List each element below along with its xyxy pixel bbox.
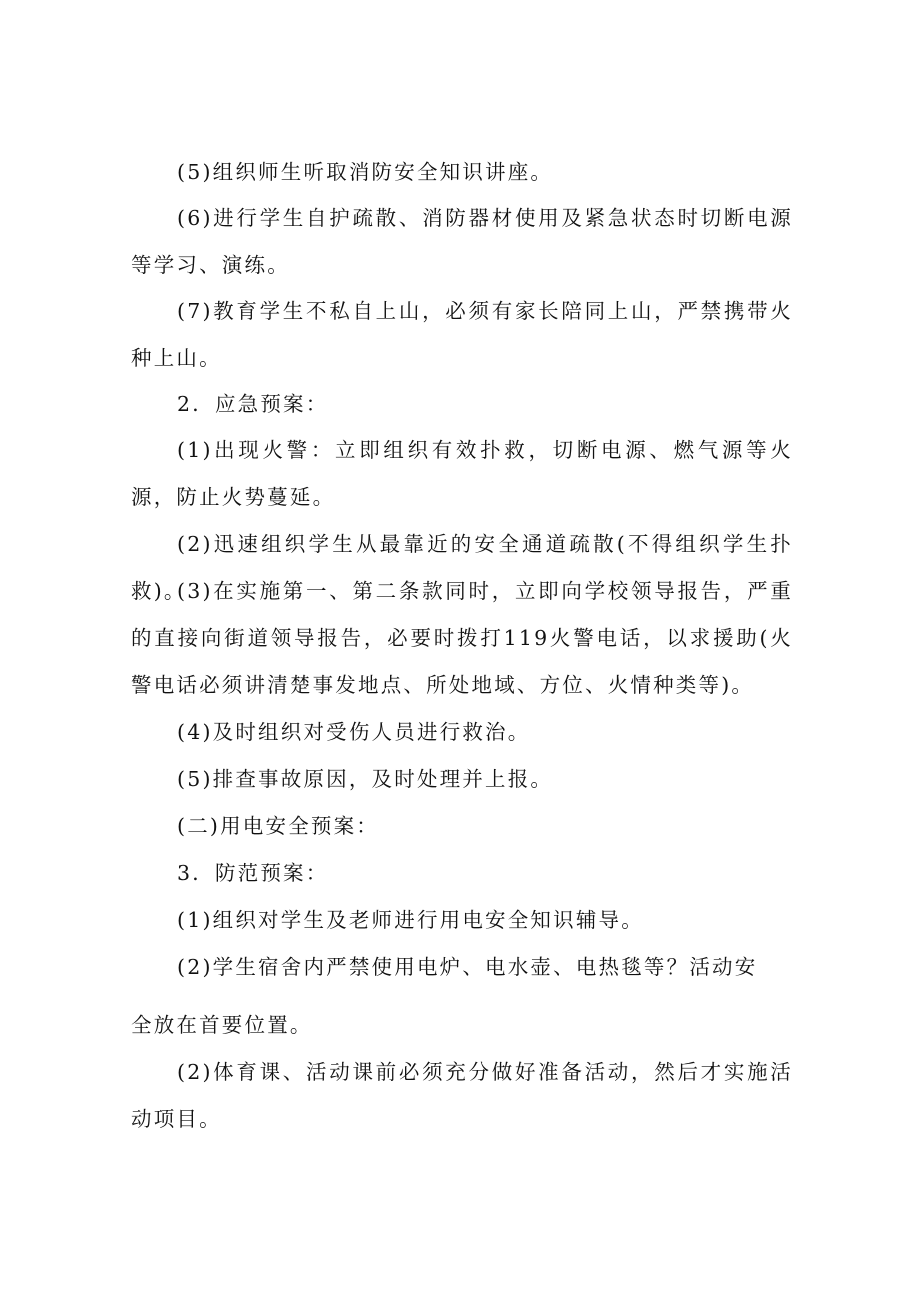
paragraph-5: (1)出现火警：立即组织有效扑救，切断电源、燃气源等火源，防止火势蔓延。 xyxy=(131,438,793,509)
paragraph-15: (2)体育课、活动课前必须充分做好准备活动，然后才实施活动项目。 xyxy=(131,1060,793,1131)
section-heading-electric: (二)用电安全预案： xyxy=(177,814,379,838)
paragraph-8: (4)及时组织对受伤人员进行救治。 xyxy=(177,720,531,744)
paragraph-6: (2)迅速组织学生从最靠近的安全通道疏散(不得组织学生扑救)。 xyxy=(131,532,793,603)
paragraph-12: (1)组织对学生及老师进行用电安全知识辅导。 xyxy=(177,908,644,932)
section-heading-emergency: 2．应急预案： xyxy=(177,392,329,416)
section-heading-prevention: 3．防范预案： xyxy=(177,861,329,885)
paragraph-3: (7)教育学生不私自上山，必须有家长陪同上山，严禁携带火种上山。 xyxy=(131,299,793,370)
paragraph-7: (3)在实施第一、第二条款同时，立即向学校领导报告，严重的直接向街道领导报告，必要时拨打119火警电话，以求援助(火警电话必须讲清楚事发地点、所处地域、方位、火情种类等)。 xyxy=(131,579,793,697)
paragraph-9: (5)排查事故原因，及时处理并上报。 xyxy=(177,767,554,791)
paragraph-13: (2)学生宿舍内严禁使用电炉、电水壶、电热毯等？活动安 xyxy=(177,955,758,979)
paragraph-14: 全放在首要位置。 xyxy=(131,1013,313,1037)
paragraph-1: (5)组织师生听取消防安全知识讲座。 xyxy=(177,160,554,184)
paragraph-2: (6)进行学生自护疏散、消防器材使用及紧急状态时切断电源等学习、演练。 xyxy=(131,206,793,277)
